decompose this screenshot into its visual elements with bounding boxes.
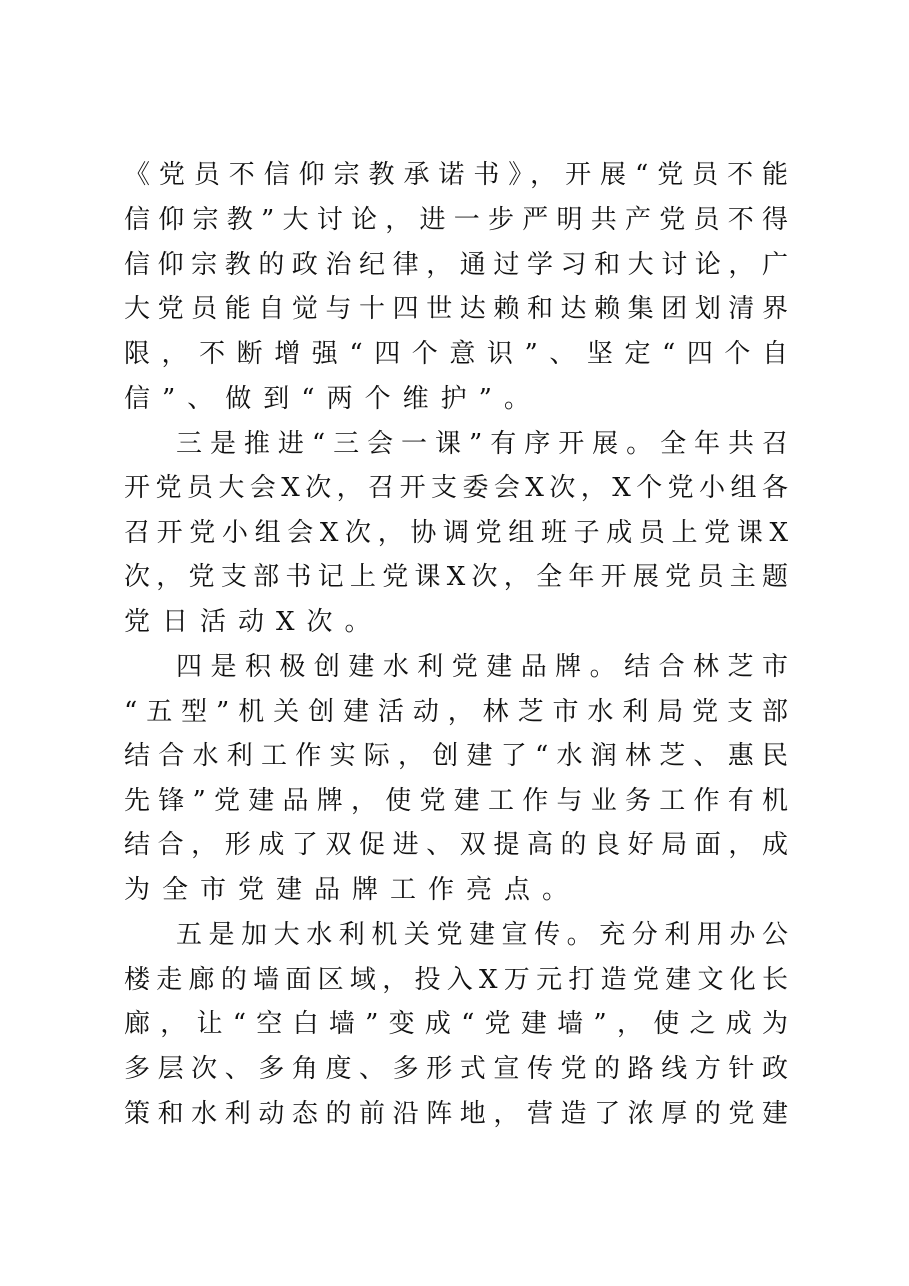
- text-line: 信仰宗教的政治纪律，通过学习和大讨论，广: [124, 250, 788, 280]
- text-line: 策和水利动态的前沿阵地，营造了浓厚的党建: [124, 1099, 788, 1129]
- text-line: 多层次、多角度、多形式宣传党的路线方针政: [124, 1054, 788, 1084]
- text-line: 开党员大会X次，召开支委会X次，X个党小组各: [124, 473, 788, 503]
- text-line: “五型”机关创建活动，林芝市水利局党支部: [124, 697, 788, 727]
- paragraph-first-line: 四是积极创建水利党建品牌。结合林芝市: [176, 652, 788, 682]
- text-line: 党日活动X次。: [124, 607, 383, 637]
- text-line: 召开党小组会X次，协调党组班子成员上党课X: [124, 518, 788, 548]
- text-line: 楼走廊的墙面区域，投入X万元打造党建文化长: [124, 965, 788, 995]
- text-line: 大党员能自觉与十四世达赖和达赖集团划清界: [124, 294, 788, 324]
- text-line: 廊，让“空白墙”变成“党建墙”，使之成为: [124, 1009, 788, 1039]
- text-line: 为全市党建品牌工作亮点。: [124, 875, 581, 905]
- text-line: 次，党支部书记上党课X次，全年开展党员主题: [124, 562, 788, 592]
- text-line: 结合，形成了双促进、双提高的良好局面，成: [124, 830, 788, 860]
- text-line: 信仰宗教”大讨论，进一步严明共产党员不得: [124, 205, 788, 235]
- text-line: 信”、做到“两个维护”。: [124, 384, 542, 414]
- text-line: 《党员不信仰宗教承诺书》，开展“党员不能: [124, 160, 788, 190]
- text-line: 限，不断增强“四个意识”、坚定“四个自: [124, 339, 788, 369]
- paragraph-first-line: 三是推进“三会一课”有序开展。全年共召: [176, 429, 788, 459]
- paragraph-first-line: 五是加大水利机关党建宣传。充分利用办公: [176, 920, 788, 950]
- text-line: 结合水利工作实际，创建了“水润林芝、惠民: [124, 741, 788, 771]
- text-line: 先锋”党建品牌，使党建工作与业务工作有机: [124, 786, 788, 816]
